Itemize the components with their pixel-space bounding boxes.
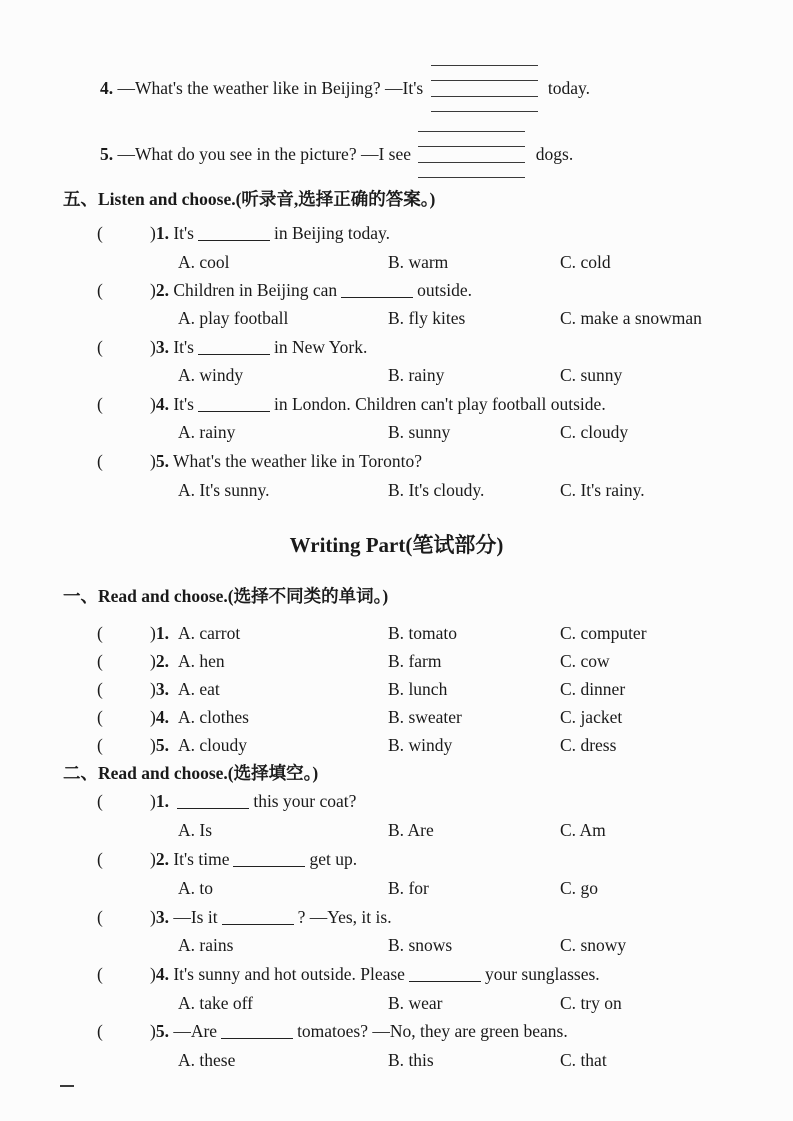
question-text: —What's the weather like in Beijing? —It's	[117, 78, 424, 98]
option-a: A. cloudy	[178, 735, 248, 755]
question-stem: )1. this your coat?	[150, 791, 357, 811]
answer-bracket: (	[97, 223, 103, 243]
question-number: 5.	[155, 451, 169, 471]
question-row	[0, 619, 793, 648]
question-number: 4.	[100, 78, 114, 98]
question-stem: )5. What's the weather like in Toronto?	[150, 451, 422, 471]
option-b: B. sweater	[388, 707, 462, 727]
question-tail: dogs.	[535, 144, 574, 164]
answer-bracket: (	[97, 707, 103, 727]
question-stem: )3. —Is it ? —Yes, it is.	[150, 907, 392, 927]
question-number: 5.	[155, 1021, 169, 1041]
option-c: C. sunny	[560, 365, 623, 385]
question-row	[0, 903, 793, 932]
question-row	[0, 675, 793, 704]
answer-bracket: (	[97, 679, 103, 699]
option-c: C. jacket	[560, 707, 623, 727]
question-number: 4.	[155, 707, 169, 727]
answer-bracket: (	[97, 735, 103, 755]
option-b: B. rainy	[388, 365, 445, 385]
question-number: 1.	[155, 791, 169, 811]
option-a: A. these	[178, 1050, 236, 1070]
option-b: B. lunch	[388, 679, 448, 699]
option-c: C. It's rainy.	[560, 480, 645, 500]
option-a: A. play football	[178, 308, 289, 328]
question-stem: )4. It's sunny and hot outside. Please your sunglasses.	[150, 964, 600, 984]
option-a: A. cool	[178, 252, 230, 272]
question-number: 1.	[155, 623, 169, 643]
option-c: C. dinner	[560, 679, 626, 699]
answer-blank	[198, 350, 270, 355]
question-number: 1.	[155, 223, 169, 243]
option-b: B. for	[388, 878, 429, 898]
option-b: B. farm	[388, 651, 442, 671]
option-c: C. try on	[560, 993, 622, 1013]
answer-bracket: (	[97, 623, 103, 643]
option-a: A. eat	[178, 679, 220, 699]
question-number-group: )5.	[150, 735, 169, 755]
fill-question-4	[100, 60, 590, 116]
option-b: B. wear	[388, 993, 443, 1013]
question-row	[0, 1017, 793, 1046]
option-b: B. sunny	[388, 422, 451, 442]
options-row	[0, 874, 793, 903]
option-c: C. go	[560, 878, 598, 898]
answer-bracket: (	[97, 337, 103, 357]
question-row	[0, 845, 793, 874]
option-a: A. rains	[178, 935, 234, 955]
question-tail: today.	[547, 78, 591, 98]
option-a: A. to	[178, 878, 214, 898]
option-a: A. rainy	[178, 422, 236, 442]
options-row	[0, 418, 793, 447]
question-number: 5.	[155, 735, 169, 755]
question-row	[0, 276, 793, 305]
question-stem: )2. It's time get up.	[150, 849, 358, 869]
option-a: A. hen	[178, 651, 225, 671]
option-b: B. tomato	[388, 623, 458, 643]
option-b: B. Are	[388, 820, 434, 840]
answer-blank	[221, 1034, 293, 1039]
question-stem: )3. It's in New York.	[150, 337, 368, 357]
question-stem: )4. It's in London. Children can't play football outside.	[150, 394, 606, 414]
option-b: B. windy	[388, 735, 453, 755]
question-number: 4.	[155, 394, 169, 414]
answer-blank	[198, 236, 270, 241]
option-b: B. snows	[388, 935, 453, 955]
option-c: C. make a snowman	[560, 308, 702, 328]
fill-question-5	[100, 126, 573, 182]
question-row	[0, 447, 793, 476]
option-b: B. fly kites	[388, 308, 466, 328]
section-heading-listen: 五、Listen and choose.(听录音,选择正确的答案。)	[63, 189, 436, 209]
options-row	[0, 931, 793, 960]
question-row	[0, 731, 793, 760]
page-margin-dash	[60, 1085, 74, 1087]
question-row	[0, 333, 793, 362]
answer-bracket: (	[97, 1021, 103, 1041]
options-row	[0, 476, 793, 505]
question-stem: )2. Children in Beijing can outside.	[150, 280, 473, 300]
question-number: 2.	[155, 651, 169, 671]
answer-bracket: (	[97, 651, 103, 671]
answer-blank	[233, 862, 305, 867]
options-row	[0, 989, 793, 1018]
options-row	[0, 304, 793, 333]
question-row	[0, 219, 793, 248]
options-row	[0, 816, 793, 845]
option-b: B. this	[388, 1050, 434, 1070]
option-c: C. snowy	[560, 935, 627, 955]
option-a: A. Is	[178, 820, 213, 840]
option-a: A. carrot	[178, 623, 241, 643]
question-stem: )5. —Are tomatoes? —No, they are green beans.	[150, 1021, 568, 1041]
question-row	[0, 390, 793, 419]
answer-blank	[341, 293, 413, 298]
options-row	[0, 1046, 793, 1075]
question-number: 4.	[155, 964, 169, 984]
question-number: 2.	[155, 280, 169, 300]
section-heading-read1: 一、Read and choose.(选择不同类的单词。)	[63, 586, 389, 606]
question-number: 3.	[155, 907, 169, 927]
question-number-group: )2.	[150, 651, 169, 671]
question-number: 2.	[155, 849, 169, 869]
question-number: 3.	[155, 679, 169, 699]
answer-bracket: (	[97, 394, 103, 414]
options-row	[0, 248, 793, 277]
option-c: C. Am	[560, 820, 606, 840]
answer-bracket: (	[97, 964, 103, 984]
question-number: 3.	[155, 337, 169, 357]
writing-grid-blank	[418, 131, 525, 178]
question-number: 5.	[100, 144, 114, 164]
options-row	[0, 361, 793, 390]
option-c: C. cloudy	[560, 422, 629, 442]
answer-blank	[177, 804, 249, 809]
question-row	[0, 787, 793, 816]
question-row	[0, 960, 793, 989]
question-number-group: )4.	[150, 707, 169, 727]
option-a: A. clothes	[178, 707, 249, 727]
answer-bracket: (	[97, 280, 103, 300]
writing-grid-blank	[431, 65, 538, 112]
writing-part-title: Writing Part(笔试部分)	[289, 533, 504, 557]
question-number-group: )3.	[150, 679, 169, 699]
answer-bracket: (	[97, 849, 103, 869]
answer-blank	[409, 977, 481, 982]
answer-bracket: (	[97, 791, 103, 811]
answer-bracket: (	[97, 907, 103, 927]
option-c: C. dress	[560, 735, 617, 755]
answer-blank	[198, 407, 270, 412]
option-b: B. It's cloudy.	[388, 480, 485, 500]
question-row	[0, 703, 793, 732]
answer-bracket: (	[97, 451, 103, 471]
question-stem: )1. It's in Beijing today.	[150, 223, 390, 243]
option-c: C. cow	[560, 651, 610, 671]
option-c: C. cold	[560, 252, 611, 272]
question-text: —What do you see in the picture? —I see	[117, 144, 412, 164]
question-row	[0, 647, 793, 676]
section-heading-read2: 二、Read and choose.(选择填空。)	[63, 763, 319, 783]
option-a: A. take off	[178, 993, 254, 1013]
option-a: A. windy	[178, 365, 244, 385]
answer-blank	[222, 920, 294, 925]
option-c: C. that	[560, 1050, 607, 1070]
option-c: C. computer	[560, 623, 647, 643]
option-b: B. warm	[388, 252, 449, 272]
question-number-group: )1.	[150, 623, 169, 643]
option-a: A. It's sunny.	[178, 480, 270, 500]
